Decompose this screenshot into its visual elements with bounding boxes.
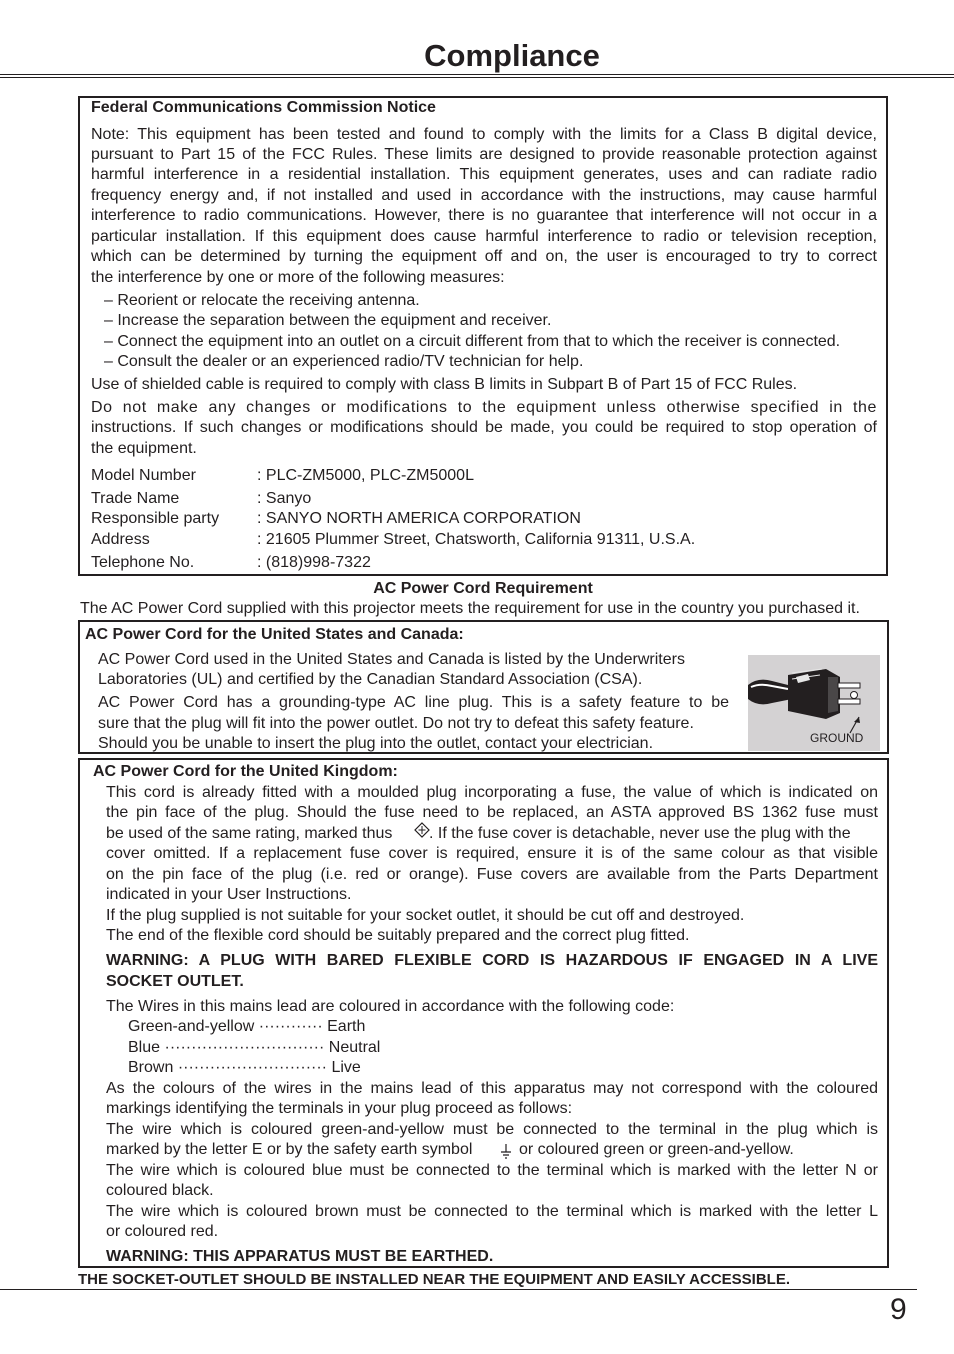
uk-fuse-line: indicated in your User Instructions.	[106, 886, 352, 903]
uk-prepared: The end of the flexible cord should be suitably prepared and the correct plug fitted.	[106, 927, 690, 944]
uk-fuse-line: on the pin face of the plug (i.e. red or orange). Fuse covers are available from the Parts Department	[106, 866, 878, 883]
fcc-paragraph-line: interference to radio communications. However, there is no guarantee that interference will not occur in a	[91, 207, 877, 224]
wire-terminal: Live	[331, 1059, 361, 1076]
uk-green-line: The wire which is coloured green-and-yellow must be connected to the terminal in the plug which is	[106, 1121, 878, 1138]
us-canada-heading: AC Power Cord for the United States and Canada:	[85, 626, 464, 643]
uk-brown-line: The wire which is coloured brown must be connected to the terminal which is marked with the letter L	[106, 1203, 878, 1220]
fcc-measure-item: – Connect the equipment into an outlet on a circuit different from that to which the receiver is connected.	[104, 333, 841, 350]
asta-mark-icon	[414, 822, 430, 838]
us-canada-line: sure that the plug will fit into the power outlet. Do not try to defeat this safety feature.	[98, 715, 694, 732]
wire-terminal: Neutral	[328, 1039, 381, 1056]
us-canada-line: AC Power Cord has a grounding-type AC line plug. This is a safety feature to be	[98, 694, 729, 711]
uk-warning-line: WARNING: A PLUG WITH BARED FLEXIBLE CORD IS HAZARDOUS IF ENGAGED IN A LIVE	[106, 952, 878, 969]
info-label-address: Address	[91, 531, 150, 548]
fcc-paragraph-line: harmful interference in a residential installation. This equipment generates, uses and can radiate radio	[91, 166, 877, 183]
us-canada-line: AC Power Cord used in the United States and Canada is listed by the Underwriters	[98, 651, 685, 668]
info-label-model: Model Number	[91, 467, 196, 484]
info-label-party: Responsible party	[91, 510, 220, 527]
uk-fuse-line: the pin face of the plug. Should the fuse need to be replaced, an ASTA approved BS 1362 fuse must	[106, 804, 878, 821]
fcc-paragraph-line: Note: This equipment has been tested and found to comply with the limits for a Class B digital device,	[91, 126, 877, 143]
ac-requirement-text: The AC Power Cord supplied with this projector meets the requirement for use in the country you purchased it.	[80, 600, 860, 617]
uk-colours-line: markings identifying the terminals in your plug proceed as follows:	[106, 1100, 573, 1117]
fcc-paragraph-line: pursuant to Part 15 of the FCC Rules. These limits are designed to provide reasonable protection against	[91, 146, 877, 163]
socket-outlet-notice: THE SOCKET-OUTLET SHOULD BE INSTALLED NEAR THE EQUIPMENT AND EASILY ACCESSIBLE.	[78, 1271, 790, 1288]
title-rule-double	[0, 77, 954, 78]
fcc-shielded-cable: Use of shielded cable is required to comply with class B limits in Subpart B of Part 15 of FCC Rules.	[91, 376, 798, 393]
wire-colour: Blue	[128, 1039, 161, 1056]
wire-row-brown	[128, 1058, 361, 1078]
fcc-modifications-line: instructions. If such changes or modifications should be made, you could be required to stop operation of	[91, 419, 877, 436]
wire-row-green-yellow	[128, 1017, 365, 1037]
uk-blue-line: coloured black.	[106, 1182, 214, 1199]
fcc-measure-item: – Increase the separation between the equipment and receiver.	[104, 312, 552, 329]
uk-green-line: marked by the letter E or by the safety earth symbol	[106, 1141, 473, 1158]
wire-colour: Brown	[128, 1059, 174, 1076]
uk-earthed-warning: WARNING: THIS APPARATUS MUST BE EARTHED.	[106, 1248, 494, 1265]
fcc-paragraph-line: which can be determined by turning the equipment off and on, the user is encouraged to try to correct	[91, 248, 877, 265]
wire-row-blue	[128, 1038, 380, 1058]
fcc-modifications-line: Do not make any changes or modifications to the equipment unless otherwise specified in the	[91, 399, 877, 416]
info-label-telephone: Telephone No.	[91, 554, 195, 571]
uk-green-line: or coloured green or green-and-yellow.	[519, 1141, 794, 1158]
uk-blue-line: The wire which is coloured blue must be connected to the terminal which is marked with the letter N or	[106, 1162, 878, 1179]
uk-cut-off: If the plug supplied is not suitable for your socket outlet, it should be cut off and destroyed.	[106, 907, 745, 924]
ground-label: GROUND	[810, 731, 864, 745]
uk-colours-line: As the colours of the wires in the mains lead of this apparatus may not correspond with the coloured	[106, 1080, 878, 1097]
grounded-plug-illustration	[748, 655, 880, 751]
uk-fuse-line: cover omitted. If a replacement fuse cover is required, ensure it is of the same colour as that visible	[106, 845, 878, 862]
us-canada-line: Laboratories (UL) and certified by the Canadian Standard Association (CSA).	[98, 671, 643, 688]
fcc-paragraph-line: the interference by one or more of the following measures:	[91, 269, 505, 286]
fcc-measure-item: – Reorient or relocate the receiving antenna.	[104, 292, 420, 309]
fcc-heading: Federal Communications Commission Notice	[91, 99, 436, 116]
uk-heading: AC Power Cord for the United Kingdom:	[93, 763, 398, 780]
uk-warning-line: SOCKET OUTLET.	[106, 973, 244, 990]
fcc-measure-item: – Consult the dealer or an experienced radio/TV technician for help.	[104, 353, 584, 370]
wire-colour: Green-and-yellow	[128, 1018, 255, 1035]
uk-fuse-line: be used of the same rating, marked thus	[106, 825, 393, 842]
wire-leader-dots: ····························	[177, 1059, 327, 1076]
fcc-modifications-line: the equipment.	[91, 440, 197, 457]
info-value-model: : PLC-ZM5000, PLC-ZM5000L	[257, 467, 474, 484]
info-value-party: : SANYO NORTH AMERICA CORPORATION	[257, 510, 581, 527]
wire-terminal: Earth	[327, 1018, 366, 1035]
footer-rule	[0, 1289, 917, 1290]
ac-requirement-heading: AC Power Cord Requirement	[373, 580, 593, 597]
fcc-paragraph-line: frequency energy and, if not installed and used in accordance with the instructions, may cause harmful	[91, 187, 877, 204]
wire-leader-dots: ············	[258, 1018, 323, 1035]
page-number: 9	[890, 1293, 907, 1326]
title-rule	[0, 74, 954, 75]
earth-symbol-icon	[499, 1142, 513, 1160]
info-label-trade: Trade Name	[91, 490, 180, 507]
uk-fuse-line: This cord is already fitted with a moulded plug incorporating a fuse, the value of which is indicated on	[106, 784, 878, 801]
info-value-trade: : Sanyo	[257, 490, 312, 507]
page-title: Compliance	[424, 38, 600, 73]
info-value-telephone: : (818)998-7322	[257, 554, 371, 571]
uk-brown-line: or coloured red.	[106, 1223, 219, 1240]
uk-fuse-line: . If the fuse cover is detachable, never use the plug with the	[429, 825, 851, 842]
wire-leader-dots: ······························	[164, 1039, 325, 1056]
us-canada-line: Should you be unable to insert the plug into the outlet, contact your electrician.	[98, 735, 654, 752]
info-value-address: : 21605 Plummer Street, Chatsworth, California 91311, U.S.A.	[257, 531, 696, 548]
fcc-paragraph-line: particular installation. If this equipment does cause harmful interference to radio or television reception,	[91, 228, 877, 245]
uk-wires-intro: The Wires in this mains lead are coloured in accordance with the following code:	[106, 998, 675, 1015]
